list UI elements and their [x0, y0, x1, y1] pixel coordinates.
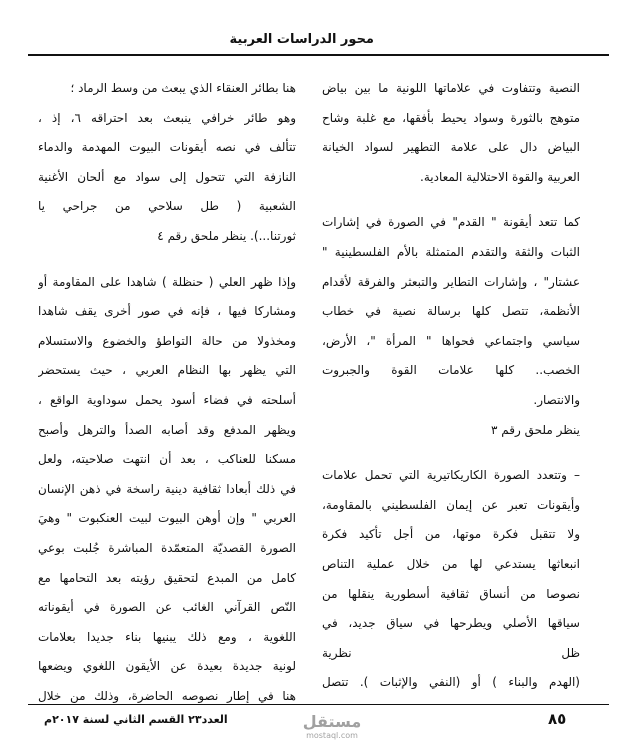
right-column-line: ولا تتقبل فكرة موتها، من أجل تأكيد فكرة [322, 527, 580, 542]
running-header-title: محور الدراسات العربية [229, 32, 374, 47]
right-column-line: الثبات والثقة والتقدم المتمثلة بالأم الفلسطينية " [322, 244, 580, 259]
right-column-line: (الهدم والبناء ) أو (النفي والإثبات ). تتصل [322, 675, 580, 690]
left-column-line: العربي " وإن أوهن البيوت لبيت العنكبوت " وهيَ [38, 511, 296, 526]
right-text-column [322, 74, 580, 698]
watermark-logo [282, 707, 368, 741]
left-column-line: الصورة القصديّة المتعمّدة المباشرة جُلبت بوعي [38, 540, 296, 555]
right-column-line: انبعاثها يستدعي لها من خلال عملية التناص [322, 556, 580, 571]
right-column-line: – وتتعدد الصورة الكاريكاتيرية التي تحمل علامات [322, 468, 580, 483]
left-column-line: في ذلك أبعادا ثقافية دينية راسخة في ذهن الإنسان [38, 481, 296, 496]
right-column-line: البياض دال على علامة التطهير لسواد الخيانة [322, 140, 580, 155]
left-column-line: هنا بطائر العنقاء الذي يبعث من وسط الرماد ؛ [70, 81, 296, 95]
right-column-line: والانتصار. [533, 392, 580, 407]
right-column-line: سياقها الأصلي ويطرحها في سياق جديد، في [322, 616, 580, 631]
left-column-line: الشعبية ( طل سلاحي من جراحي يا [38, 199, 296, 214]
left-column-line: ثورتنا...). ينظر ملحق رقم ٤ [157, 228, 296, 243]
left-column-line: وإذا ظهر العلي ( حنظلة ) شاهدا على المقاومة أو [38, 274, 296, 289]
footer-rule [28, 704, 609, 705]
left-column-line: لونية جديدة بعيدة عن الأيقون اللغوي ويضعها [38, 659, 296, 674]
right-column-line: ينظر ملحق رقم ٣ [491, 422, 580, 437]
left-column-line: ومشاركا فيها ، فإنه في صور أخرى يقف شاهدا [38, 304, 296, 319]
right-column-line: وأيقونات تعبر عن إيمان الفلسطيني بالمقاومة، [322, 497, 580, 512]
left-column-line: تتألف في نصه أيقونات البيوت المهدمة والدماء [38, 140, 296, 155]
left-column-line: أسلحته في فضاء أسود يحمل سوداوية الواقع ، [38, 392, 296, 407]
right-column-line: الخصب.. كلها علامات القوة والجبروت [322, 363, 580, 378]
mostaql-logo-icon [282, 707, 368, 741]
left-column-line: اللغوية ، ومع ذلك يبنيها بناء جديدا بعلامات [38, 629, 296, 644]
left-column-line: ويظهر المدفع وقد أصابه الصدأ والترهل وأصبح [38, 422, 296, 437]
right-column-line: العربية والقوة الاحتلالية المعادية. [420, 169, 580, 184]
left-column-line: هنا في إطار نصوصه الحاضرة، وذلك من خلال [38, 688, 296, 703]
right-column-line: كما تتعد أيقونة " القدم" في الصورة في إشارات [322, 215, 580, 230]
paragraph-gap [38, 252, 296, 268]
left-column-line: كامل من المبدع لتحقيق رؤيته بعد التحامها مع [38, 570, 296, 585]
header-rule [28, 54, 609, 56]
right-column-line: متوهج بالثورة وسواد يحيط بأفقها، مع غلبة وشاح [322, 110, 580, 125]
right-column-line: الأنظمة، تتصل كلها برسالة نصية في خطاب [322, 304, 580, 319]
page-number: ٨٥ [548, 710, 567, 728]
right-column-line: سياسي واجتماعي فحواها " المرأة "، الأرض، [322, 333, 580, 348]
paragraph-gap [322, 445, 580, 461]
left-column-line: النّص القرآني الغائب عن الصورة في أيقوناته [38, 600, 296, 615]
left-column-line: التي يظهر بها النظام العربي ، حيث يستحضر [38, 363, 296, 378]
left-column-line: مسكنا للعناكب ، بعد أن انتهت صلاحيته، ولعل [38, 452, 296, 467]
watermark-brand-text: مستقل [302, 712, 362, 731]
left-column-line: وهو طائر خرافي ينبعث بعد احتراقه ٦، إذ ، [38, 110, 296, 125]
left-column-line: النازفة التي تتحول إلى سواد مع ألحان الأغنية [38, 169, 296, 184]
left-column-line: ومخذولا من حالة التواطؤ والخضوع والاستسلام [38, 333, 296, 348]
footer-issue-label: العدد٢٣ القسم الثاني لسنة ٢٠١٧م [44, 713, 228, 726]
right-column-line: ظل نظرية [322, 645, 580, 660]
right-column-line: نصوصا من أنساق ثقافية أسطورية ينقلها من [322, 586, 580, 601]
paragraph-gap [322, 192, 580, 208]
right-column-line: النصية وتتفاوت في علاماتها اللونية ما بين بياض [322, 81, 580, 95]
left-text-column [38, 74, 296, 711]
watermark-url-text: mostaql.com [306, 731, 358, 740]
right-column-line: عشتار" ، وإشارات التطاير والتبعثر والفرقة لأقدام [322, 274, 580, 289]
